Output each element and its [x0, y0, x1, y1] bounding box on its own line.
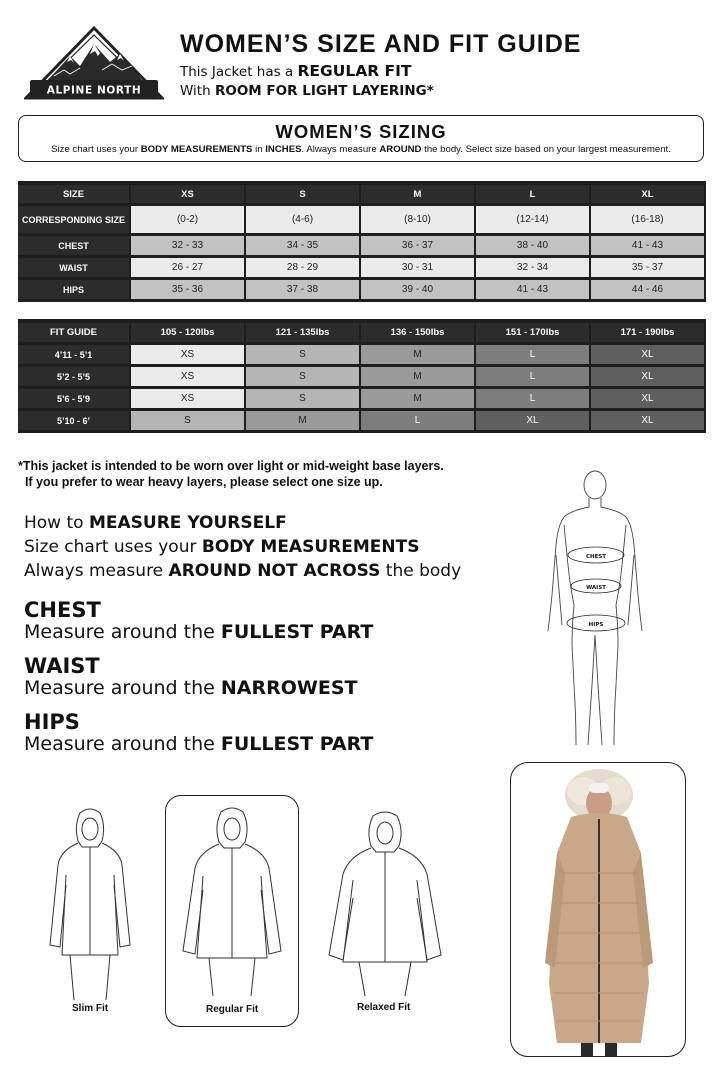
- row-label: 5’6 - 5’9: [18, 389, 131, 411]
- table-cell: 35 - 37: [591, 258, 706, 280]
- womens-sizing-box: [18, 115, 704, 162]
- measure-intro: [24, 511, 461, 583]
- table-row: [18, 280, 706, 302]
- hips-label: HIPS: [588, 622, 604, 628]
- sizing-title: WOMEN’S SIZING: [275, 121, 447, 142]
- fit-guide-table: [18, 319, 706, 433]
- row-label: 5’10 - 6’: [18, 411, 131, 433]
- waist-instruction: [24, 655, 357, 699]
- text: Measure around the: [24, 677, 221, 699]
- fit-value: REGULAR FIT: [297, 62, 412, 80]
- text: NARROWEST: [220, 677, 358, 699]
- table-cell: (8-10): [361, 206, 476, 236]
- regular-fit-illustration: [177, 806, 287, 996]
- table-cell: 39 - 40: [361, 280, 476, 302]
- text: Measure around the: [24, 733, 221, 755]
- note-part: Size chart uses your: [51, 144, 141, 155]
- table-cell: (12-14): [476, 206, 591, 236]
- table-cell: (0-2): [131, 206, 246, 236]
- table-cell: 37 - 38: [246, 280, 361, 302]
- text: BODY MEASUREMENTS: [201, 537, 420, 557]
- table-cell: XS: [131, 367, 246, 389]
- page-title: WOMEN’S SIZE AND FIT GUIDE: [180, 30, 582, 58]
- header-cell: 121 - 135lbs: [246, 323, 361, 345]
- table-cell: XS: [131, 389, 246, 411]
- header-cell: 136 - 150lbs: [361, 323, 476, 345]
- table-cell: XL: [591, 389, 706, 411]
- table-cell: XS: [131, 345, 246, 367]
- relaxed-fit-caption: Relaxed Fit: [357, 1002, 411, 1013]
- table-cell: XL: [476, 411, 591, 433]
- table-cell: 38 - 40: [476, 236, 591, 258]
- regular-fit-caption: Regular Fit: [206, 1004, 259, 1015]
- layering-note: *This jacket is intended to be worn over light or mid-weight base layers. If you prefer to wear heavy layers, please select one size up.: [18, 459, 444, 489]
- layering-prefix: With: [180, 83, 215, 99]
- table-cell: 36 - 37: [361, 236, 476, 258]
- table-cell: XL: [591, 411, 706, 433]
- chest-label: CHEST: [585, 554, 607, 560]
- header-cell: 171 - 190lbs: [591, 323, 706, 345]
- table-cell: M: [361, 367, 476, 389]
- table-cell: 34 - 35: [246, 236, 361, 258]
- chest-instruction: [24, 599, 373, 643]
- layering-line: [180, 83, 434, 99]
- size-header-row: [18, 185, 706, 206]
- header-cell: M: [361, 185, 476, 206]
- table-cell: S: [246, 389, 361, 411]
- table-row: [18, 367, 706, 389]
- note-part: INCHES: [265, 144, 302, 155]
- product-photo-frame: [510, 762, 686, 1057]
- table-cell: XL: [591, 367, 706, 389]
- header-cell: S: [246, 185, 361, 206]
- row-label: WAIST: [18, 258, 131, 280]
- text: MEASURE YOURSELF: [88, 513, 287, 533]
- hips-heading: HIPS: [24, 710, 80, 734]
- note-part: AROUND: [379, 144, 422, 155]
- table-cell: S: [246, 345, 361, 367]
- text: the body: [380, 561, 462, 581]
- note-part: in: [252, 144, 266, 155]
- table-cell: 32 - 34: [476, 258, 591, 280]
- table-row: [18, 206, 706, 236]
- slim-fit-caption: Slim Fit: [72, 1003, 109, 1014]
- note-part: the body. Select size based on your largest measurement.: [421, 144, 671, 155]
- table-cell: M: [361, 389, 476, 411]
- table-cell: S: [246, 367, 361, 389]
- header-cell: FIT GUIDE: [18, 323, 131, 345]
- sizing-note: [19, 144, 703, 155]
- text: FULLEST PART: [220, 733, 374, 755]
- table-cell: (16-18): [591, 206, 706, 236]
- table-cell: XL: [591, 345, 706, 367]
- fit-header-row: [18, 323, 706, 345]
- slim-fit-illustration: [40, 805, 140, 1000]
- row-label: 4’11 - 5’1: [18, 345, 131, 367]
- header-cell: L: [476, 185, 591, 206]
- table-row: [18, 389, 706, 411]
- header-cell: XS: [131, 185, 246, 206]
- body-measurement-figure: [540, 465, 650, 750]
- row-label: 5’2 - 5’5: [18, 367, 131, 389]
- text: How to: [24, 513, 89, 533]
- table-cell: L: [476, 389, 591, 411]
- row-label: CHEST: [18, 236, 131, 258]
- text: Always measure: [24, 561, 169, 581]
- relaxed-fit-illustration: [325, 810, 445, 1000]
- size-chart-table: [18, 181, 706, 302]
- table-cell: S: [131, 411, 246, 433]
- waist-heading: WAIST: [24, 654, 100, 678]
- layering-value: ROOM FOR LIGHT LAYERING*: [214, 83, 434, 99]
- note-part: . Always measure: [301, 144, 380, 155]
- table-cell: M: [246, 411, 361, 433]
- table-cell: L: [476, 367, 591, 389]
- row-label: HIPS: [18, 280, 131, 302]
- logo-text: ALPINE NORTH: [46, 84, 142, 97]
- table-row: [18, 236, 706, 258]
- alpine-north-logo: [24, 26, 164, 101]
- row-label: CORRESPONDING SIZE: [18, 206, 131, 236]
- table-cell: 28 - 29: [246, 258, 361, 280]
- fit-prefix: This Jacket has a: [180, 64, 298, 80]
- header-cell: 151 - 170lbs: [476, 323, 591, 345]
- table-cell: L: [361, 411, 476, 433]
- table-cell: (4-6): [246, 206, 361, 236]
- product-photo: [511, 763, 686, 1057]
- table-row: [18, 345, 706, 367]
- table-cell: 30 - 31: [361, 258, 476, 280]
- fit-line: [180, 62, 411, 80]
- table-cell: 35 - 36: [131, 280, 246, 302]
- table-cell: 41 - 43: [591, 236, 706, 258]
- header-cell: 105 - 120lbs: [131, 323, 246, 345]
- chest-heading: CHEST: [24, 598, 101, 622]
- text: Size chart uses your: [24, 537, 202, 557]
- waist-label: WAIST: [586, 585, 606, 591]
- text: FULLEST PART: [220, 621, 374, 643]
- table-cell: 32 - 33: [131, 236, 246, 258]
- hips-instruction: [24, 711, 373, 755]
- table-cell: 44 - 46: [591, 280, 706, 302]
- table-cell: L: [476, 345, 591, 367]
- table-cell: 26 - 27: [131, 258, 246, 280]
- table-row: [18, 258, 706, 280]
- table-row: [18, 411, 706, 433]
- table-cell: 41 - 43: [476, 280, 591, 302]
- header-cell: SIZE: [18, 185, 131, 206]
- table-cell: M: [361, 345, 476, 367]
- text: AROUND NOT ACROSS: [168, 561, 381, 581]
- note-part: BODY MEASUREMENTS: [140, 144, 253, 155]
- text: Measure around the: [24, 621, 221, 643]
- header-cell: XL: [591, 185, 706, 206]
